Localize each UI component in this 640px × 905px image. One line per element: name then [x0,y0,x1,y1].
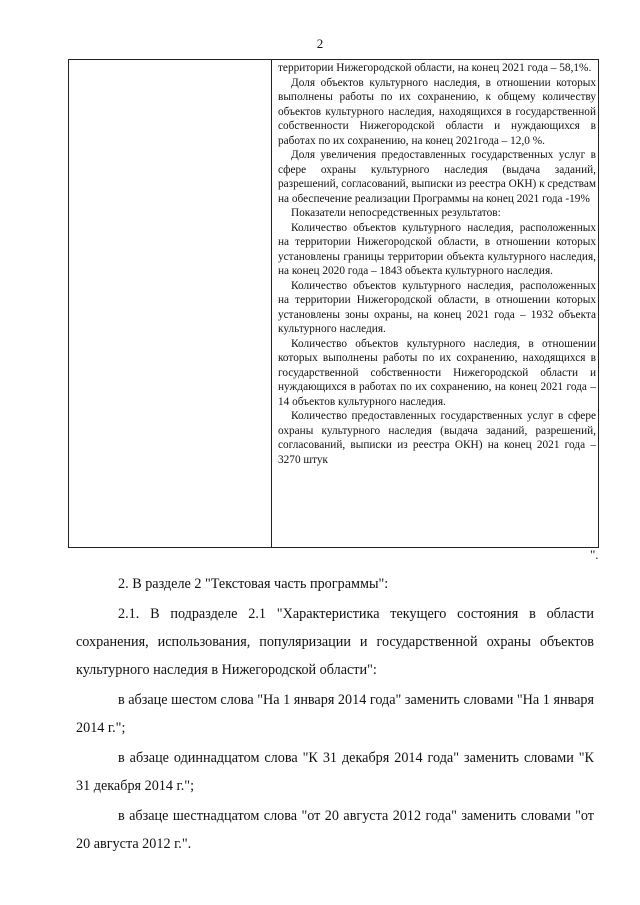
indicator-paragraph: Количество предоставленных государственных услуг в сфере охраны культурного наследия (выдача заданий, разрешений, согласований, выписки из реестра ОКН) на конец 2021 года – 3270 штук [278,410,596,466]
indicator-paragraph: Доля увеличения предоставленных государственных услуг в сфере охраны культурного наследия (выдача заданий, разрешений, согласований, выписки из реестра ОКН) к средствам на обеспечение реализации Программы на конец 2021 года -19% [278,149,596,205]
table-right-cell [278,61,596,467]
body-paragraph: в абзаце одиннадцатом слова "К 31 декабря 2014 года" заменить словами "К 31 декабря 2014 г."; [76,750,594,794]
body-paragraph: 2. В разделе 2 "Текстовая часть программы": [118,576,389,592]
indicator-paragraph: Показатели непосредственных результатов: [291,207,501,219]
indicator-paragraph: Доля объектов культурного наследия, в отношении которых выполнены работы по их сохранению, к общему количеству объектов культурного наследия, находящихся в государственной собственности Нижегородской области и нуждающихся в работах по их сохранению, на конец 2021года – 12,0 %. [278,76,596,147]
program-passport-table [68,59,599,548]
table-left-cell [69,60,272,547]
indicator-paragraph: Количество объектов культурного наследия, расположенных на территории Нижегородской области, в отношении которых установлены границы территории объекта культурного наследия, на конец 2020 года – 1843 объекта культурного наследия. [278,221,596,277]
document-body [76,570,594,860]
body-paragraph: в абзаце шестнадцатом слова "от 20 августа 2012 года" заменить словами "от 20 августа 2012 г.". [76,808,594,852]
body-paragraph: 2.1. В подразделе 2.1 "Характеристика текущего состояния в области сохранения, использования, популяризации и государственной охраны объектов культурного наследия в Нижегородской области": [76,606,594,678]
indicator-paragraph: территории Нижегородской области, на конец 2021 года – 58,1%. [278,62,592,74]
closing-quote: ". [590,547,599,562]
body-paragraph: в абзаце шестом слова "На 1 января 2014 года" заменить словами "На 1 января 2014 г."; [76,692,594,736]
indicator-paragraph: Количество объектов культурного наследия, расположенных на территории Нижегородской области, в отношении которых установлены зоны охраны, на конец 2021 года – 1932 объекта культурного наследия. [278,279,596,335]
indicator-paragraph: Количество объектов культурного наследия, в отношении которых выполнены работы по их сохранению, находящихся в государственной собственности Нижегородской области и нуждающихся в работах по их сохранению, на конец 2021 года – 14 объектов культурного наследия. [278,337,596,408]
page-number: 2 [316,36,324,51]
